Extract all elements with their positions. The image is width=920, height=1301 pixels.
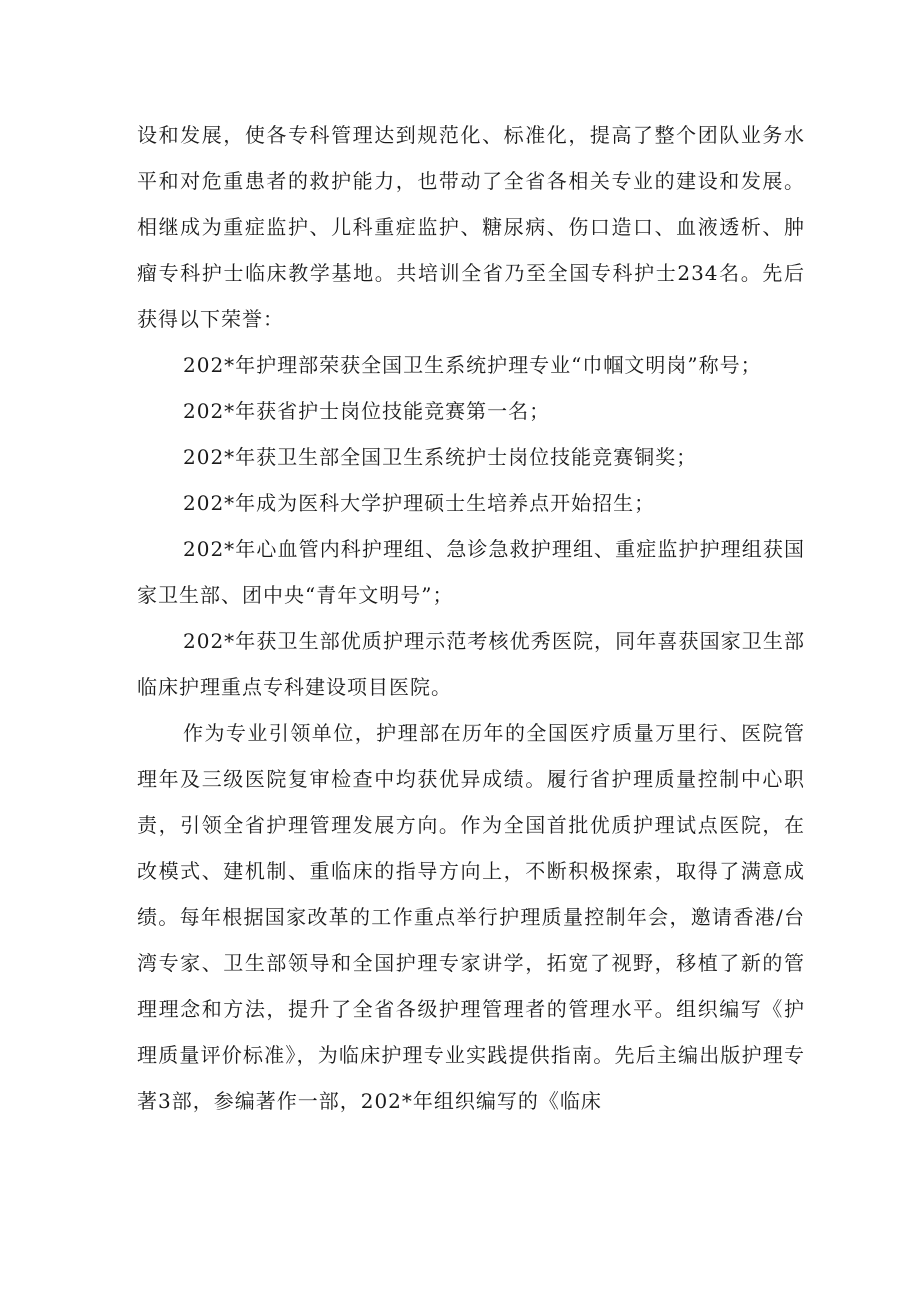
paragraph: 202*年心血管内科护理组、急诊急救护理组、重症监护护理组获国家卫生部、团中央“青年文明号”； [137, 537, 805, 607]
paragraph: 202*年获卫生部优质护理示范考核优秀医院，同年喜获国家卫生部临床护理重点专科建设项目医院。 [137, 629, 805, 699]
paragraph: 202*年成为医科大学护理硕士生培养点开始招生； [183, 491, 656, 515]
paragraph: 作为专业引领单位，护理部在历年的全国医疗质量万里行、医院管理年及三级医院复审检查中均获优异成绩。履行省护理质量控制中心职责，引领全省护理管理发展方向。作为全国首批优质护理试点医院，在改模式、建机制、重临床的指导方向上，不断积极探索，取得了满意成绩。每年根据国家改革的工作重点举行护理质量控制年会，邀请香港/台湾专家、卫生部领导和全国护理专家讲学，拓宽了视野，移植了新的管理理念和方法，提升了全省各级护理管理者的管理水平。组织编写《护理质量评价标准》，为临床护理专业实践提供指南。先后主编出版护理专著3部，参编著作一部，202*年组织编写的《临床 [137, 721, 805, 1113]
paragraph: 设和发展，使各专科管理达到规范化、标准化，提高了整个团队业务水平和对危重患者的救护能力，也带动了全省各相关专业的建设和发展。相继成为重症监护、儿科重症监护、糖尿病、伤口造口、血液透析、肿瘤专科护士临床教学基地。共培训全省乃至全国专科护士234名。先后获得以下荣誉： [137, 123, 805, 331]
paragraph: 202*年护理部荣获全国卫生系统护理专业“巾帼文明岗”称号； [183, 353, 762, 377]
document-body [137, 112, 805, 1124]
paragraph: 202*年获省护士岗位技能竞赛第一名； [183, 399, 551, 423]
paragraph: 202*年获卫生部全国卫生系统护士岗位技能竞赛铜奖； [183, 445, 698, 469]
